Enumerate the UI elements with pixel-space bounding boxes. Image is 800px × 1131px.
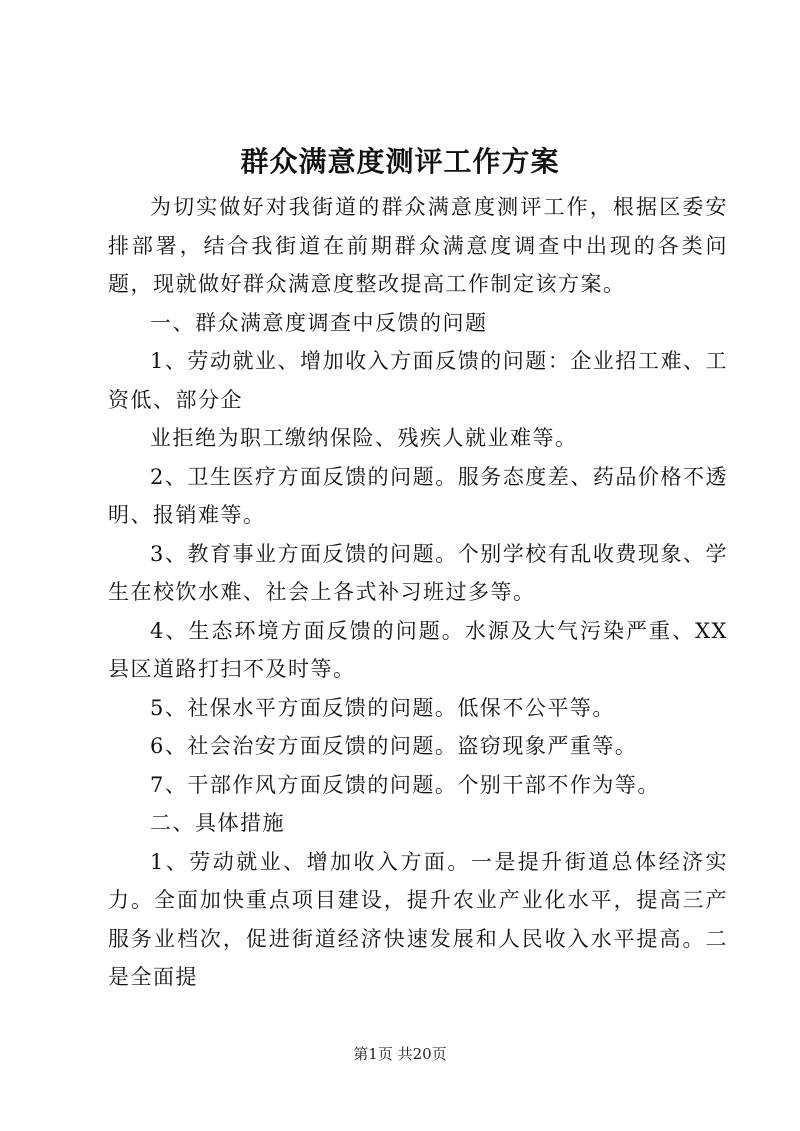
problem-item-healthcare: 2、卫生医疗方面反馈的问题。服务态度差、药品价格不透明、报销难等。 [108, 464, 728, 527]
problem-item-public-safety: 6、社会治安方面反馈的问题。盗窃现象严重等。 [150, 734, 638, 758]
section-heading-measures: 二、具体措施 [150, 811, 285, 835]
problem-item-employment: 1、劳动就业、增加收入方面反馈的问题：企业招工难、工资低、部分企 [108, 349, 728, 412]
document-body [108, 188, 728, 997]
page-number-footer: 第1页 共20页 [353, 1045, 447, 1063]
problem-item-education: 3、教育事业方面反馈的问题。个别学校有乱收费现象、学生在校饮水难、社会上各式补习班过多等。 [108, 541, 728, 604]
document-title: 群众满意度测评工作方案 [240, 145, 560, 178]
problem-item-employment-continued: 业拒绝为职工缴纳保险、残疾人就业难等。 [150, 426, 578, 450]
section-heading-problems: 一、群众满意度调查中反馈的问题 [150, 310, 488, 335]
intro-paragraph: 为切实做好对我街道的群众满意度测评工作，根据区委安排部署，结合我街道在前期群众满意度调查中出现的各类问题，现就做好群众满意度整改提高工作制定该方案。 [108, 195, 728, 296]
problem-item-environment: 4、生态环境方面反馈的问题。水源及大气污染严重、XX县区道路打扫不及时等。 [108, 618, 728, 681]
problem-item-social-security: 5、社保水平方面反馈的问题。低保不公平等。 [150, 695, 615, 720]
measure-item-employment: 1、劳动就业、增加收入方面。一是提升街道总体经济实力。全面加快重点项目建设，提升农业产业化水平，提高三产服务业档次，促进街道经济快速发展和人民收入水平提高。二是全面提 [108, 849, 728, 989]
problem-item-cadre-conduct: 7、干部作风方面反馈的问题。个别干部不作为等。 [150, 772, 660, 797]
